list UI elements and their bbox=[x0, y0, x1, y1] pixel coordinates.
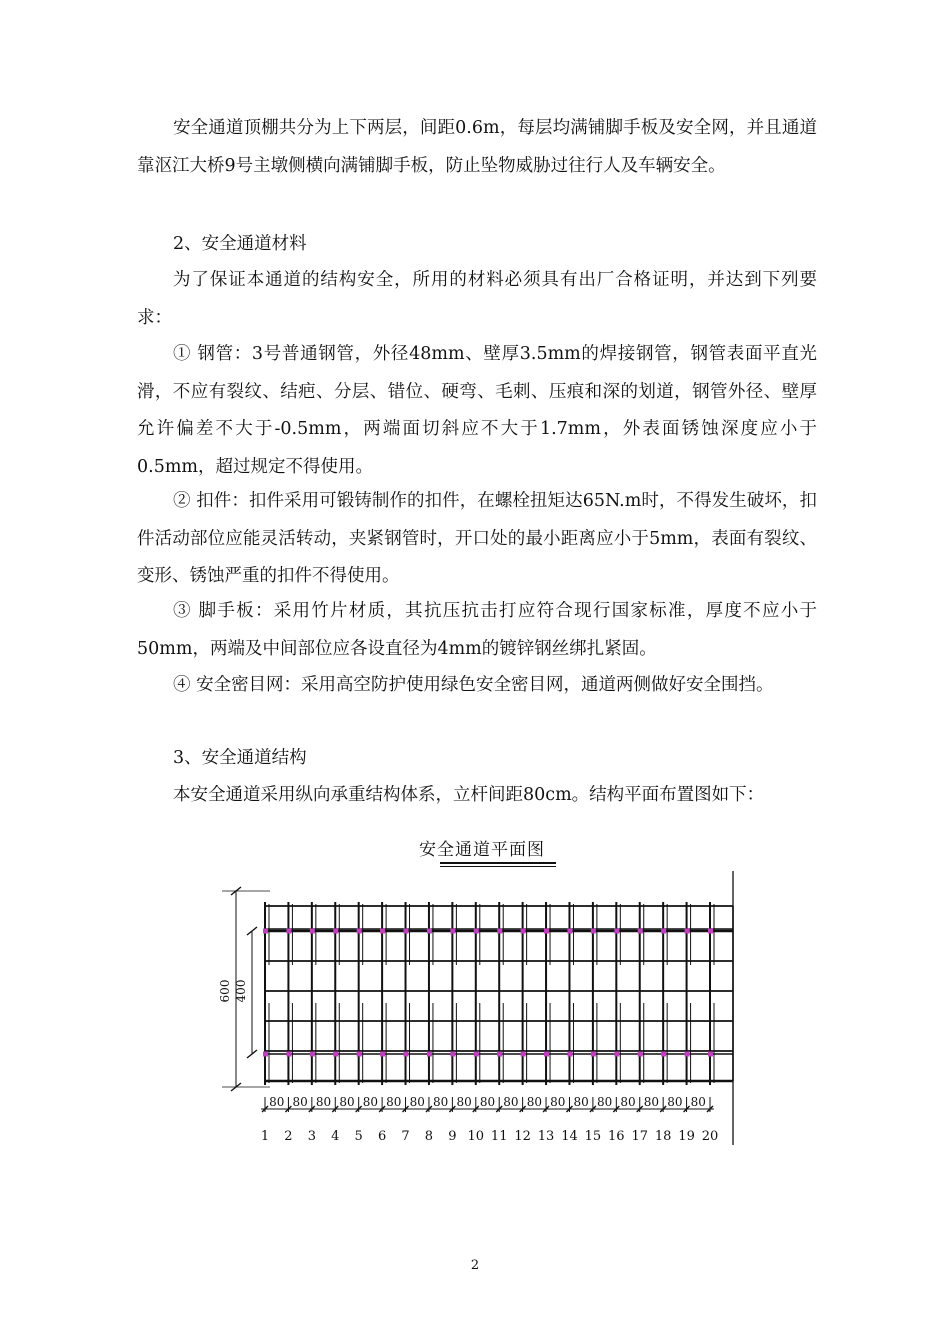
connection-node bbox=[474, 1052, 479, 1057]
axis-label: 14 bbox=[561, 1129, 578, 1144]
spacing-label: 80 bbox=[269, 1095, 285, 1109]
spacing-label: 80 bbox=[433, 1095, 449, 1109]
connection-node bbox=[404, 1052, 409, 1057]
connection-node bbox=[708, 1052, 713, 1057]
connection-node bbox=[286, 1052, 291, 1057]
axis-label: 20 bbox=[701, 1129, 719, 1144]
spacing-label: 80 bbox=[643, 1095, 660, 1109]
spacing-label: 80 bbox=[503, 1095, 519, 1109]
connection-node bbox=[614, 929, 619, 934]
axis-label: 18 bbox=[654, 1129, 672, 1144]
axis-label: 16 bbox=[608, 1129, 625, 1144]
connection-node bbox=[638, 1052, 643, 1057]
connection-node bbox=[544, 1052, 549, 1057]
diagram-title: 安全通道平面图 bbox=[419, 840, 545, 860]
connection-node bbox=[380, 1052, 385, 1057]
axis-label: 4 bbox=[331, 1129, 340, 1144]
connection-node bbox=[286, 929, 291, 934]
column-axis-labels bbox=[261, 1129, 718, 1144]
axis-label: 17 bbox=[631, 1129, 649, 1144]
axis-label: 15 bbox=[584, 1129, 602, 1144]
spacing-label: 80 bbox=[526, 1095, 542, 1109]
connection-node bbox=[661, 1052, 666, 1057]
connection-node bbox=[474, 929, 479, 934]
connection-node bbox=[591, 1052, 596, 1057]
connection-node bbox=[427, 929, 432, 934]
axis-label: 10 bbox=[467, 1129, 485, 1144]
connection-node bbox=[450, 1052, 455, 1057]
scaffold-grid bbox=[263, 902, 733, 1085]
spacing-label: 80 bbox=[620, 1095, 636, 1109]
connection-node bbox=[333, 1052, 338, 1057]
paragraph-scaffold-board: ③ 脚手板：采用竹片材质，其抗压抗击打应符合现行国家标准，厚度不应小于50mm，两端及中间部位应各设直径为4mm的镀锌钢丝绑扎紧固。 bbox=[137, 601, 817, 659]
spacing-label: 80 bbox=[479, 1095, 496, 1109]
axis-label: 19 bbox=[678, 1129, 695, 1144]
connection-node bbox=[567, 929, 572, 934]
spacing-label: 80 bbox=[362, 1095, 379, 1109]
axis-label: 13 bbox=[537, 1129, 555, 1144]
axis-label: 1 bbox=[260, 1129, 270, 1144]
dimension-group bbox=[218, 887, 270, 1091]
connection-node bbox=[404, 929, 409, 934]
connection-node bbox=[685, 929, 690, 934]
axis-label: 8 bbox=[424, 1129, 434, 1144]
diagram-title-underline-2 bbox=[440, 866, 556, 867]
connection-node bbox=[544, 929, 549, 934]
connection-node bbox=[310, 929, 315, 934]
spacing-label: 80 bbox=[456, 1095, 472, 1109]
axis-label: 7 bbox=[401, 1129, 410, 1144]
connection-node bbox=[685, 1052, 690, 1057]
connection-node bbox=[661, 929, 666, 934]
spacing-label: 80 bbox=[339, 1095, 355, 1109]
connection-node bbox=[614, 1052, 619, 1057]
connection-node bbox=[310, 1052, 315, 1057]
connection-node bbox=[497, 929, 502, 934]
axis-label: 12 bbox=[514, 1129, 531, 1144]
axis-label: 3 bbox=[307, 1129, 316, 1144]
axis-label: 5 bbox=[354, 1129, 363, 1144]
plan-diagram bbox=[200, 825, 760, 1155]
axis-label: 6 bbox=[377, 1129, 387, 1144]
dimension-label-outer: 600 bbox=[218, 979, 232, 1003]
spacing-label: 80 bbox=[386, 1095, 402, 1109]
spacing-label: 80 bbox=[292, 1095, 308, 1109]
connection-node bbox=[450, 929, 455, 934]
connection-node bbox=[427, 1052, 432, 1057]
section-heading-materials: 2、安全通道材料 bbox=[173, 234, 307, 254]
paragraph-fastener: ② 扣件：扣件采用可锻铸制作的扣件，在螺栓扭矩达65N.m时，不得发生破坏，扣件活动部位应能灵活转动，夹紧钢管时，开口处的最小距离应小于5mm，表面有裂纹、变形、锈蚀严重的扣件不得使用。 bbox=[137, 491, 817, 586]
connection-node bbox=[567, 1052, 572, 1057]
spacing-label: 80 bbox=[573, 1095, 589, 1109]
spacing-label: 80 bbox=[409, 1095, 425, 1109]
connection-node bbox=[357, 1052, 362, 1057]
paragraph-structure-intro: 本安全通道采用纵向承重结构体系，立杆间距80cm。结构平面布置图如下： bbox=[173, 785, 765, 805]
connection-node bbox=[263, 929, 268, 934]
spacing-label: 80 bbox=[596, 1095, 613, 1109]
connection-node bbox=[497, 1052, 502, 1057]
spacing-label: 80 bbox=[690, 1095, 706, 1109]
diagram-title-underline bbox=[440, 862, 556, 864]
paragraph-steel-pipe: ① 钢管：3号普通钢管，外径48mm、壁厚3.5mm的焊接钢管，钢管表面平直光滑，不应有裂纹、结疤、分层、错位、硬弯、毛刺、压痕和深的划道，钢管外径、壁厚允许偏差不大于-0.5mm，两端面切斜应不大于1.7mm，外表面锈蚀深度应小于0.5mm，超过规定不得使用。 bbox=[137, 344, 817, 477]
connection-node bbox=[638, 929, 643, 934]
spacing-label: 80 bbox=[667, 1095, 683, 1109]
axis-label: 2 bbox=[284, 1129, 293, 1144]
axis-label: 11 bbox=[490, 1129, 508, 1144]
paragraph-materials-intro: 为了保证本通道的结构安全，所用的材料必须具有出厂合格证明，并达到下列要求： bbox=[137, 270, 817, 328]
connection-node bbox=[708, 929, 713, 934]
connection-node bbox=[521, 929, 526, 934]
connection-node bbox=[333, 929, 338, 934]
connection-node bbox=[521, 1052, 526, 1057]
page-number: 2 bbox=[470, 1258, 480, 1273]
paragraph-safety-net: ④ 安全密目网：采用高空防护使用绿色安全密目网，通道两侧做好安全围挡。 bbox=[173, 675, 774, 695]
spacing-label: 80 bbox=[315, 1095, 332, 1109]
section-heading-structure: 3、安全通道结构 bbox=[173, 748, 307, 768]
connection-node bbox=[263, 1052, 268, 1057]
connection-node bbox=[591, 929, 596, 934]
paragraph-roof-layers: 安全通道顶棚共分为上下两层，间距0.6m，每层均满铺脚手板及安全网，并且通道靠沤江大桥9号主墩侧横向满铺脚手板，防止坠物威胁过往行人及车辆安全。 bbox=[137, 118, 817, 176]
connection-node bbox=[357, 929, 362, 934]
spacing-dimension-row bbox=[261, 1095, 714, 1112]
dimension-label-inner: 400 bbox=[234, 979, 248, 1003]
axis-label: 9 bbox=[448, 1129, 457, 1144]
spacing-label: 80 bbox=[550, 1095, 566, 1109]
connection-node bbox=[380, 929, 385, 934]
